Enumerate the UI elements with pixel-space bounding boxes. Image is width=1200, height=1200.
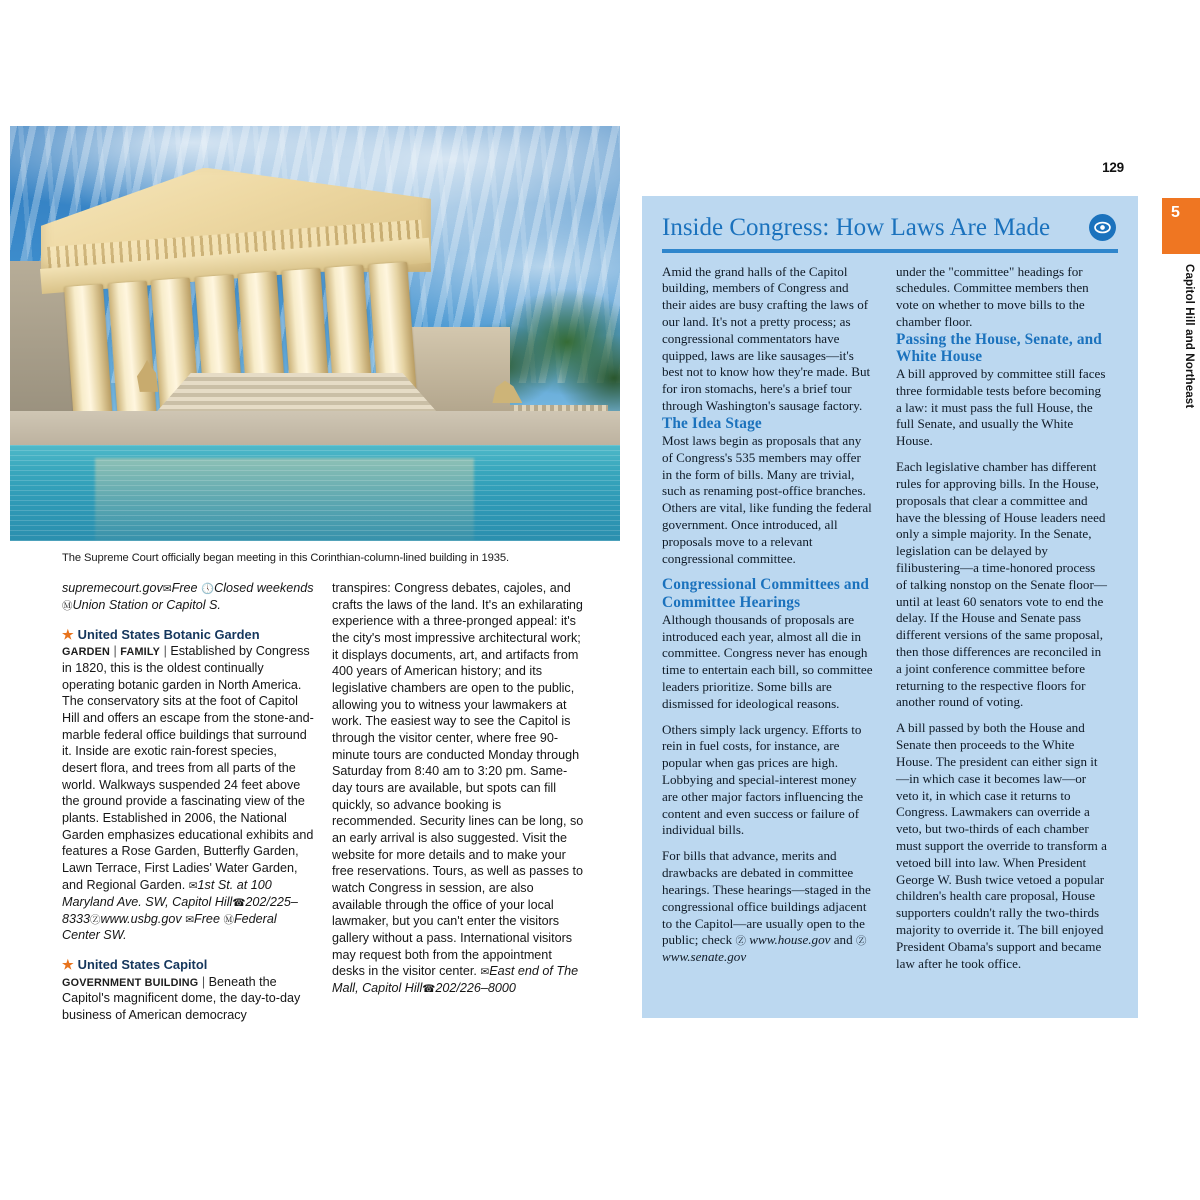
section-body-passing xyxy=(896,366,1108,972)
listing-heading xyxy=(62,627,314,642)
metro-icon: Ⓜ xyxy=(223,913,234,926)
chapter-number-tab: 5 xyxy=(1162,198,1200,254)
feature-intro-paragraph: Amid the grand halls of the Capitol building, members of Congress and their aides are busy crafting the laws of our land. It's not a pretty process; as congressional commentators have quipped, laws are like sausages—it's best not to know how they're made. But for iron stomachs, here's a brief tour through Washington's sausage factory. xyxy=(662,263,871,413)
senate-gov-link[interactable]: www.senate.gov xyxy=(662,949,747,965)
paragraph: Most laws begin as proposals that any of Congress's 535 members may offer in the form of bills. Many are trivial, such as renaming post-office branches. Others are vital, like funding the federal government. Once introduced, all proposals move to a relevant congressional committee. xyxy=(662,432,872,566)
section-body-committees xyxy=(662,612,874,966)
feature-intro xyxy=(662,264,874,415)
listing-web[interactable]: www.usbg.gov xyxy=(100,911,182,926)
paragraph: Others simply lack urgency. Efforts to rein in fuel costs, for instance, are popular when gas prices are high. Lobbying and special-interest money are other major factors influencing the content and even success or failure of individual bills. xyxy=(662,721,864,838)
paragraph-hearings xyxy=(662,848,874,966)
hearings-text: For bills that advance, merits and drawbacks are debated in committee hearings. These hearings—staged in the congressional office buildings adjacent to the Capitol—are usually open to the public; check xyxy=(662,848,871,948)
listing-category: FAMILY xyxy=(120,646,161,659)
capitol-continuation-text: transpires: Congress debates, cajoles, and crafts the laws of the land. It's an exhilarating experience with a three-pronged appeal: it's the city's most impressive architectural work; it displays documents, art, and artifacts from 400 years of American history; and its legislative chambers are open to the public, allowing you to witness your lawmakers at work. The easiest way to see the Capitol is through the visitor center, where free 90-minute tours are conducted Monday through Saturday from 8:40 am to 3:20 pm. Same-day tours are available, but spots can fill quickly, so advance booking is recommended. Security lines can be long, so an early arrival is also suggested. Visit the website for more details and to make your free reservations. Tours, as well as passes to watch Congress in session, are also available through the office of your local lawmaker, but you can't enter the visitors gallery without a pass. International visitors may request both from the appointment desks in the visitor center. xyxy=(332,581,584,979)
left-column-1 xyxy=(62,580,314,1024)
left-column-2 xyxy=(332,580,584,1024)
listing-description: Established by Congress in 1820, this is the oldest continually operating botanic garden in North America. The conservatory sits at the foot of Capitol Hill and offers an escape from the stone-and-marble federal office buildings that surround it. Inside are exotic rain-forest species, desert flora, and trees from all parts of the world. Walkways suspended 24 feet above the ground provide a fascinating view of the plants. Established in 2006, the National Garden emphasizes educational exhibits and features a Rose Garden, Butterfly Garden, Lawn Terrace, First Ladies' Water Garden, and Regional Garden. xyxy=(62,644,314,892)
running-head: Capitol Hill and Northeast xyxy=(1183,264,1196,409)
paragraph: A bill approved by committee still faces three formidable tests before becoming a law: it must pass the full House, the full Senate, and usually the White House. xyxy=(896,366,1106,449)
listing-description: Beneath the Capitol's magnificent dome, the day-to-day business of American democracy xyxy=(62,974,301,1022)
star-icon: ★ xyxy=(62,957,74,973)
feature-title: Inside Congress: How Laws Are Made xyxy=(662,214,1051,241)
section-body-idea-stage xyxy=(662,433,874,568)
photo-caption: The Supreme Court officially began meeting in this Corinthian-column-lined building in 1935. xyxy=(62,552,510,564)
clock-icon: 🕔 xyxy=(201,583,215,595)
entry-hours: Closed weekends xyxy=(214,581,314,595)
listing-body: GOVERNMENT BUILDING | Beneath the Capitol's magnificent dome, the day-to-day business of American democracy xyxy=(62,974,301,1022)
conjunction: and xyxy=(833,932,853,948)
feature-column-2 xyxy=(896,264,1108,973)
section-heading-committees: Congressional Committees and Committee Hearings xyxy=(662,576,870,611)
inside-congress-feature-box xyxy=(642,196,1138,1018)
paragraph: Although thousands of proposals are introduced each year, almost all die in committee. Congress never has enough time to entertain each bill, so committee leaders prioritize. Some bills are dismissed for ideological reasons. xyxy=(662,611,873,711)
ticket-icon: ✉ xyxy=(162,583,172,595)
ticket-icon: ✉ xyxy=(185,913,195,926)
envelope-icon: ✉ xyxy=(188,879,198,892)
star-icon: ★ xyxy=(62,626,74,642)
house-gov-link[interactable]: www.house.gov xyxy=(749,932,831,948)
listing-title: United States Botanic Garden xyxy=(77,626,260,642)
entry-metro: Union Station or Capitol S. xyxy=(72,597,221,612)
paragraph: under the "committee" headings for schedules. Committee members then vote on whether to move bills to the chamber floor. xyxy=(896,263,1089,329)
capitol-address: East end of The Mall, Capitol Hill xyxy=(332,964,579,996)
listing-admission: Free xyxy=(194,911,220,926)
capitol-continuation xyxy=(332,580,584,997)
entry-website[interactable]: supremecourt.gov xyxy=(62,581,163,595)
left-page xyxy=(10,0,622,1200)
paragraph: A bill passed by both the House and Senate then proceeds to the White House. The president can either sign it—in which case it becomes law—or veto it, in which case it returns to Congress. Lawmakers can override a veto, but two-thirds of each chamber must support the override to transform a vetoed bill into law. When President George W. Bush twice vetoed a popular children's health care proposal, House supporters couldn't rally the two-thirds majority to override it. The bill enjoyed President Obama's support and became law after he took office. xyxy=(896,720,1107,971)
feature-columns xyxy=(662,264,1118,973)
section-heading-idea-stage: The Idea Stage xyxy=(662,414,762,432)
eye-icon xyxy=(1089,214,1116,241)
left-page-columns xyxy=(62,580,622,1024)
listing-body: GARDEN | FAMILY | Established by Congress in 1820, this is the oldest continually operating botanic garden in North America. The conservatory sits at the foot of Capitol Hill and offers an escape from the stone-and-marble federal office buildings that surround it. Inside are exotic rain-forest species, desert flora, and trees from all parts of the world. Walkways suspended 24 feet above the ground provide a fascinating view of the plants. Established in 2006, the National Garden emphasizes educational exhibits and features a Rose Garden, Butterfly Garden, Lawn Terrace, First Ladies' Water Garden, and Regional Garden. ✉1st St. at 100 Maryland Ave. SW, Capitol Hill☎202/225–8333Ⓩwww.usbg.gov ✉Free ⓂFederal Center SW. xyxy=(62,644,314,943)
feature-title-rule xyxy=(662,249,1118,253)
envelope-icon: ✉ xyxy=(480,966,490,979)
globe-icon: Ⓩ xyxy=(855,936,867,948)
listing-metro: Federal Center SW. xyxy=(62,911,277,943)
feature-title-row xyxy=(662,214,1118,242)
committees-continued xyxy=(896,264,1108,331)
capitol-phone: 202/226–8000 xyxy=(435,981,516,996)
photo-ripples xyxy=(10,445,620,541)
globe-icon: Ⓩ xyxy=(90,913,101,926)
listing-title: United States Capitol xyxy=(77,957,208,973)
listing-us-capitol[interactable] xyxy=(62,957,314,1024)
listing-category: GOVERNMENT BUILDING xyxy=(62,976,199,989)
entry-admission: Free xyxy=(171,581,198,595)
paragraph: Each legislative chamber has different rules for approving bills. In the House, proposals that clear a committee and have the blessing of House leaders need only a simple majority. In the Senate, legislation can be delayed by filibustering—a time-honored process of talking nonstop on the Senate floor—until at least 60 senators vote to end the delay. If the House and Senate pass different versions of the same proposal, then those differences are reconciled in a joint conference committee before returning to the respective floors for another round of voting. xyxy=(896,459,1107,710)
listing-heading xyxy=(62,957,314,972)
metro-icon: Ⓜ xyxy=(62,599,73,612)
section-heading-passing: Passing the House, Senate, and White House xyxy=(896,330,1102,365)
photo-reflecting-pool xyxy=(10,445,620,541)
supreme-court-photo xyxy=(10,126,620,541)
listing-category: GARDEN xyxy=(62,646,110,659)
listing-phone: 202/225–8333 xyxy=(62,894,298,926)
page-number: 129 xyxy=(1102,160,1124,175)
phone-icon: ☎ xyxy=(422,983,436,996)
continued-entry xyxy=(62,580,314,614)
phone-icon: ☎ xyxy=(232,896,246,909)
globe-icon: Ⓩ xyxy=(735,936,746,948)
right-page xyxy=(620,0,1200,1200)
listing-botanic-garden[interactable] xyxy=(62,627,314,944)
listing-address: 1st St. at 100 Maryland Ave. SW, Capitol Hill xyxy=(62,877,272,909)
feature-column-1 xyxy=(662,264,874,973)
